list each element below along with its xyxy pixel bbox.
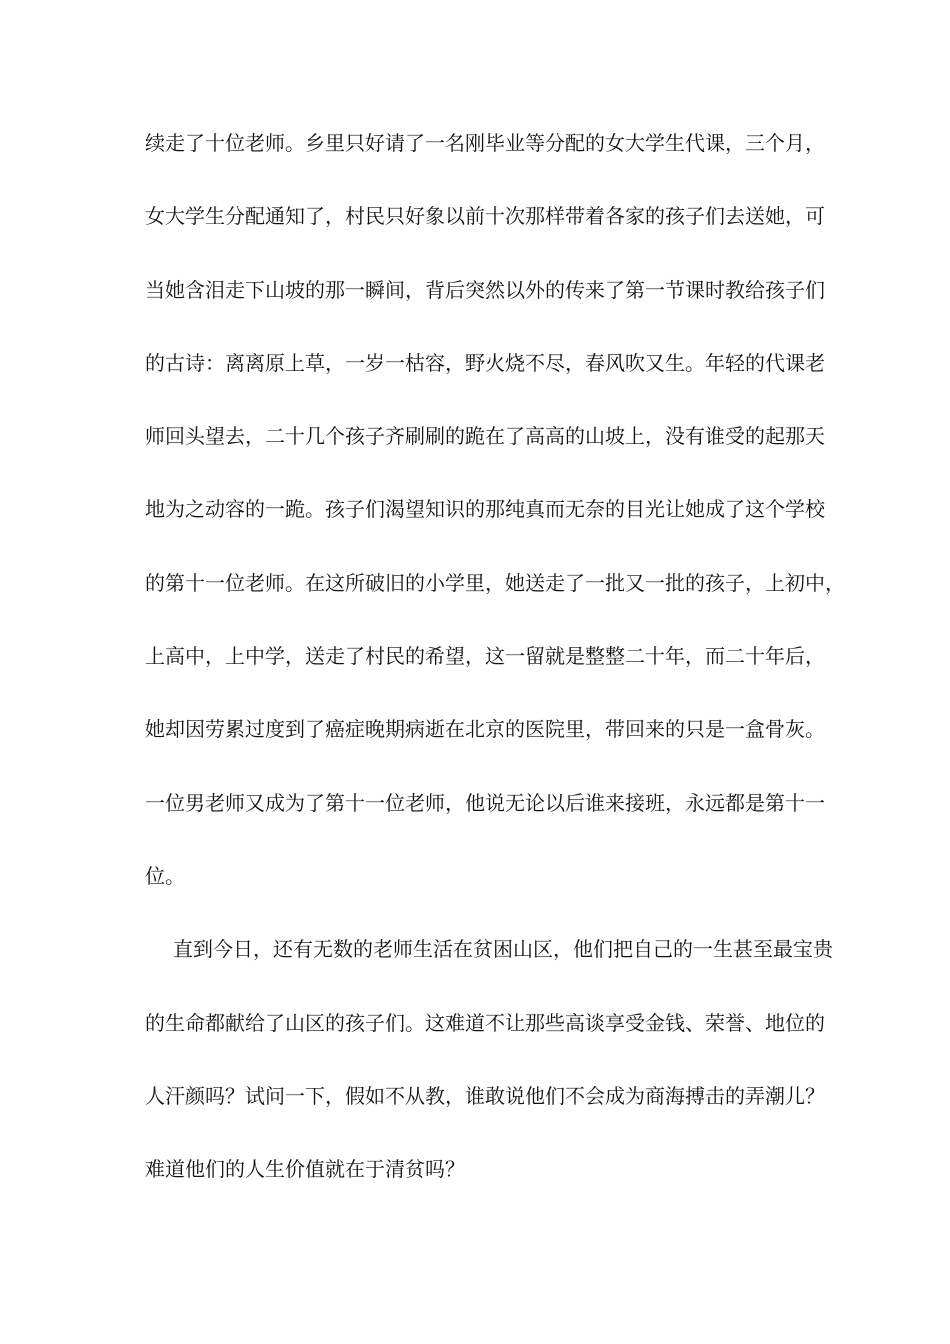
document-body xyxy=(145,120,845,1219)
text-line: 她却因劳累过度到了癌症晚期病逝在北京的医院里，带回来的只是一盒骨灰。 xyxy=(145,717,825,742)
text-line: 当她含泪走下山坡的那一瞬间，背后突然以外的传来了第一节课时教给孩子们 xyxy=(145,277,825,302)
text-line: 女大学生分配通知了，村民只好象以前十次那样带着各家的孩子们去送她，可 xyxy=(145,204,825,229)
text-line: 人汗颜吗？试问一下，假如不从教，谁敢说他们不会成为商海搏击的弄潮儿？ xyxy=(145,1083,825,1108)
text-line: 的古诗：离离原上草，一岁一枯容，野火烧不尽，春风吹又生。年轻的代课老 xyxy=(145,350,825,375)
text-line: 续走了十位老师。乡里只好请了一名刚毕业等分配的女大学生代课，三个月， xyxy=(145,131,825,155)
text-line: 位。 xyxy=(145,863,185,888)
text-line: 地为之动容的一跪。孩子们渴望知识的那纯真而无奈的目光让她成了这个学校 xyxy=(145,497,825,522)
text-line: 师回头望去，二十几个孩子齐刷刷的跪在了高高的山坡上，没有谁受的起那天 xyxy=(145,424,825,449)
text-line: 难道他们的人生价值就在于清贫吗？ xyxy=(145,1157,465,1182)
text-line: 的生命都献给了山区的孩子们。这难道不让那些高谈享受金钱、荣誉、地位的 xyxy=(145,1010,825,1035)
text-line: 直到今日，还有无数的老师生活在贫困山区，他们把自己的一生甚至最宝贵 xyxy=(173,937,833,962)
text-line: 一位男老师又成为了第十一位老师，他说无论以后谁来接班，永远都是第十一 xyxy=(145,790,825,815)
text-line: 上高中，上中学，送走了村民的希望，这一留就是整整二十年，而二十年后， xyxy=(145,644,825,669)
text-line: 的第十一位老师。在这所破旧的小学里，她送走了一批又一批的孩子，上初中， xyxy=(145,570,845,595)
